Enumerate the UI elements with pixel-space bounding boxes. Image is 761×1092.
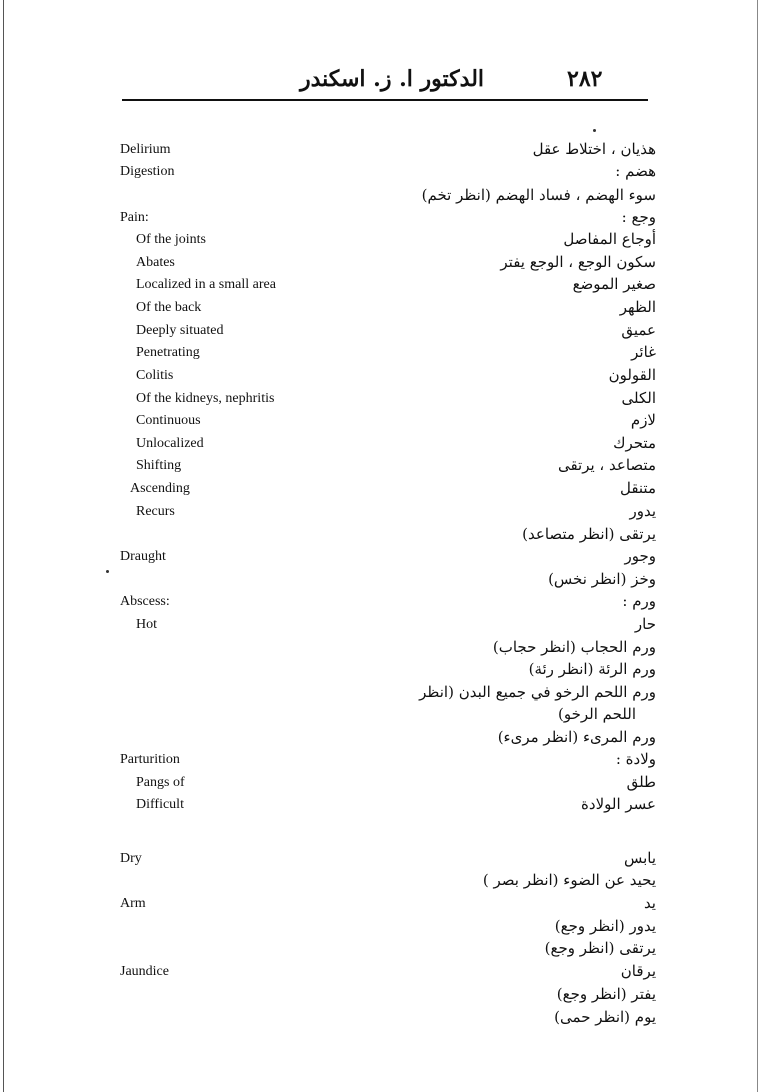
arabic-term: سكون الوجع ، الوجع يفتر [500,253,656,271]
arabic-term: يد [643,894,656,912]
arabic-term: الكلى [621,389,656,407]
english-term: Deeply situated [136,323,224,338]
english-term: Hot [136,617,157,632]
arabic-term: ورم المرىء (انظر مرىء) [497,728,656,746]
page-border-left [3,0,4,1092]
english-term: Abscess: [120,594,170,609]
english-term: Continuous [136,413,201,428]
arabic-term: لازم [630,411,656,429]
arabic-term: ورم اللحم الرخو في جميع البدن (انظر [419,683,656,701]
english-term: Of the kidneys, nephritis [136,391,275,406]
page-number: ٢٨٢ [567,66,603,92]
english-term: Penetrating [136,345,200,360]
arabic-term: هذيان ، اختلاط عقل [532,140,656,158]
english-term: Delirium [120,142,171,157]
english-term: Unlocalized [136,436,204,451]
arabic-term: وخز (انظر نخس) [548,570,656,588]
arabic-term: وجور [624,547,656,565]
running-header-title: الدكتور ا. ز. اسكندر [300,66,485,92]
english-term: Ascending [130,481,190,496]
arabic-term: صغير الموضع [572,275,656,293]
english-term: Arm [120,896,146,911]
arabic-term: متصاعد ، يرتقى [557,456,656,474]
print-speck [593,129,596,132]
arabic-term: يدور [629,502,656,520]
arabic-term: يوم (انظر حمى) [554,1008,656,1026]
english-term: Recurs [136,504,175,519]
arabic-term: الظهر [619,298,656,316]
arabic-term: يحيد عن الضوء (انظر بصر ) [482,871,656,889]
english-term: Dry [120,851,142,866]
arabic-term: متنقل [619,479,656,497]
arabic-term: يرتقى (انظر متصاعد) [522,525,656,543]
english-term: Difficult [136,797,184,812]
arabic-term: اللحم الرخو) [557,705,636,723]
english-term: Of the back [136,300,202,315]
arabic-term: سوء الهضم ، فساد الهضم (انظر تخم) [421,186,656,204]
print-speck [106,570,109,573]
arabic-term: يرتقى (انظر وجع) [544,939,656,957]
english-term: Localized in a small area [136,277,276,292]
arabic-term: القولون [608,366,656,384]
arabic-term: يفتر (انظر وجع) [556,985,656,1003]
arabic-term: هضم : [615,162,656,180]
arabic-term: عميق [621,321,656,339]
english-term: Colitis [136,368,174,383]
arabic-term: ولادة : [615,750,656,768]
arabic-term: وجع : [621,208,656,226]
arabic-term: غائر [631,343,656,361]
arabic-term: أوجاع المفاصل [563,230,656,248]
english-term: Shifting [136,458,182,473]
arabic-term: يرقان [620,962,656,980]
english-term: Pangs of [136,775,185,790]
arabic-term: حار [634,615,656,633]
english-term: Of the joints [136,232,206,247]
english-term: Digestion [120,164,175,179]
arabic-term: ورم الرئة (انظر رئة) [528,660,656,678]
english-term: Jaundice [120,964,169,979]
english-term: Draught [120,549,166,564]
english-term: Pain: [120,210,149,225]
arabic-term: عسر الولادة [581,795,656,813]
arabic-term: طلق [626,773,656,791]
arabic-term: متحرك [613,434,656,452]
english-term: Parturition [120,752,180,767]
arabic-term: يدور (انظر وجع) [554,917,656,935]
arabic-term: ورم الحجاب (انظر حجاب) [492,638,656,656]
page-border-right [757,0,758,1092]
header-rule [122,99,648,101]
english-term: Abates [136,255,175,270]
arabic-term: ورم : [622,592,656,610]
arabic-term: يابس [623,849,656,867]
